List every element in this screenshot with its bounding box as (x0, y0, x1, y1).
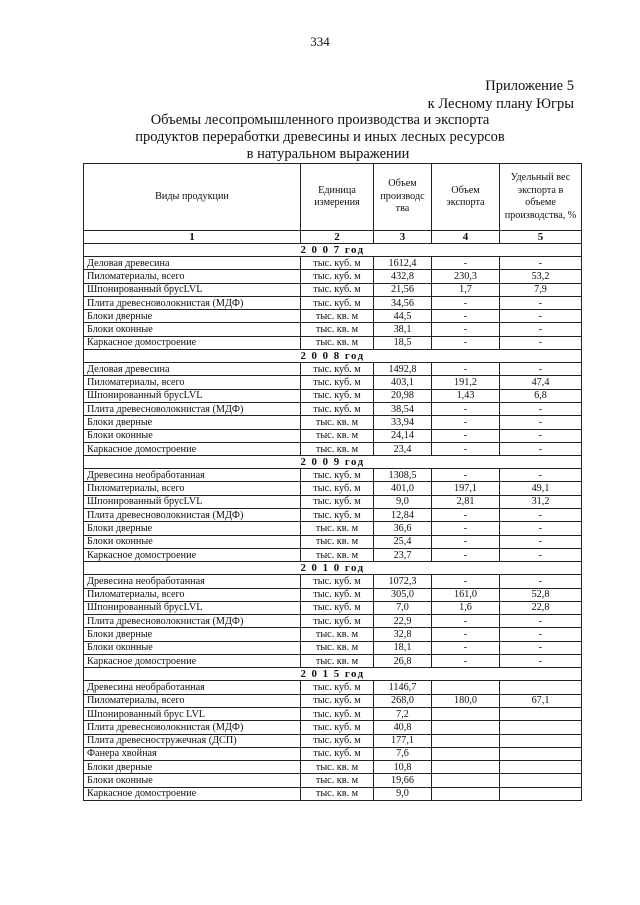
production-volume-cell: 38,1 (374, 323, 432, 336)
export-share-cell: - (500, 336, 582, 349)
export-share-cell (500, 707, 582, 720)
export-share-cell: 31,2 (500, 495, 582, 508)
export-share-cell (500, 721, 582, 734)
production-volume-cell: 9,0 (374, 787, 432, 800)
table-row (84, 641, 582, 654)
export-share-cell: 22,8 (500, 601, 582, 614)
table-row (84, 310, 582, 323)
production-volume-cell: 7,2 (374, 707, 432, 720)
product-name-cell: Плита древесноволокнистая (МДФ) (84, 402, 301, 415)
appendix-label: Приложение 5 (485, 78, 574, 94)
table-row (84, 336, 582, 349)
unit-cell: тыс. куб. м (301, 707, 374, 720)
export-share-cell: - (500, 363, 582, 376)
export-share-cell: 47,4 (500, 376, 582, 389)
export-share-cell: 67,1 (500, 694, 582, 707)
production-volume-cell: 23,7 (374, 548, 432, 561)
export-share-cell: - (500, 628, 582, 641)
unit-cell: тыс. куб. м (301, 389, 374, 402)
table-row (84, 615, 582, 628)
page-number: 334 (310, 34, 330, 49)
table-row (84, 601, 582, 614)
table-row (84, 509, 582, 522)
unit-cell: тыс. кв. м (301, 641, 374, 654)
table-row (84, 774, 582, 787)
table-row (84, 363, 582, 376)
export-volume-cell: 2,81 (432, 495, 500, 508)
unit-cell: тыс. куб. м (301, 402, 374, 415)
export-volume-cell: - (432, 442, 500, 455)
table-row (84, 535, 582, 548)
year-section-row (84, 668, 582, 681)
export-volume-cell: - (432, 615, 500, 628)
production-volume-cell: 9,0 (374, 495, 432, 508)
column-header-unit: Единица измерения (301, 164, 374, 231)
export-share-cell (500, 681, 582, 694)
product-name-cell: Шпонированный брусLVL (84, 495, 301, 508)
production-volume-cell: 10,8 (374, 761, 432, 774)
export-volume-cell: - (432, 535, 500, 548)
export-volume-cell: 1,6 (432, 601, 500, 614)
unit-cell: тыс. куб. м (301, 482, 374, 495)
export-volume-cell: 180,0 (432, 694, 500, 707)
unit-cell: тыс. куб. м (301, 721, 374, 734)
table-body (84, 244, 582, 801)
export-volume-cell: - (432, 296, 500, 309)
table-row (84, 522, 582, 535)
export-volume-cell (432, 721, 500, 734)
production-volume-cell: 1492,8 (374, 363, 432, 376)
export-share-cell: - (500, 535, 582, 548)
product-name-cell: Блоки оконные (84, 323, 301, 336)
export-volume-cell: - (432, 257, 500, 270)
production-volume-cell: 21,56 (374, 283, 432, 296)
year-section-row (84, 350, 582, 363)
table-row (84, 761, 582, 774)
export-share-cell: - (500, 257, 582, 270)
unit-cell: тыс. кв. м (301, 323, 374, 336)
export-volume-cell: - (432, 548, 500, 561)
appendix-reference: к Лесному плану Югры (427, 96, 574, 112)
unit-cell: тыс. куб. м (301, 495, 374, 508)
production-volume-cell: 19,66 (374, 774, 432, 787)
column-number: 5 (500, 231, 582, 244)
unit-cell: тыс. кв. м (301, 522, 374, 535)
production-volume-cell: 34,56 (374, 296, 432, 309)
table-row (84, 548, 582, 561)
production-volume-cell: 1072,3 (374, 575, 432, 588)
export-share-cell: - (500, 548, 582, 561)
export-volume-cell: 161,0 (432, 588, 500, 601)
export-share-cell: 53,2 (500, 270, 582, 283)
export-share-cell (500, 787, 582, 800)
column-number: 1 (84, 231, 301, 244)
production-volume-cell: 1308,5 (374, 469, 432, 482)
unit-cell: тыс. куб. м (301, 601, 374, 614)
table-row (84, 588, 582, 601)
export-share-cell: - (500, 429, 582, 442)
unit-cell: тыс. кв. м (301, 761, 374, 774)
product-name-cell: Пиломатериалы, всего (84, 482, 301, 495)
unit-cell: тыс. куб. м (301, 469, 374, 482)
production-volume-cell: 18,1 (374, 641, 432, 654)
product-name-cell: Шпонированный брусLVL (84, 283, 301, 296)
unit-cell: тыс. куб. м (301, 681, 374, 694)
table-row (84, 707, 582, 720)
export-volume-cell: - (432, 628, 500, 641)
unit-cell: тыс. куб. м (301, 376, 374, 389)
product-name-cell: Блоки дверные (84, 522, 301, 535)
export-share-cell: - (500, 416, 582, 429)
export-share-cell: - (500, 296, 582, 309)
unit-cell: тыс. кв. м (301, 416, 374, 429)
product-name-cell: Деловая древесина (84, 363, 301, 376)
production-volume-cell: 305,0 (374, 588, 432, 601)
unit-cell: тыс. куб. м (301, 296, 374, 309)
export-volume-cell: - (432, 416, 500, 429)
year-section-row (84, 456, 582, 469)
unit-cell: тыс. кв. м (301, 774, 374, 787)
production-volume-cell: 32,8 (374, 628, 432, 641)
export-volume-cell: - (432, 323, 500, 336)
table-row (84, 734, 582, 747)
product-name-cell: Блоки дверные (84, 628, 301, 641)
product-name-cell: Шпонированный брусLVL (84, 601, 301, 614)
unit-cell: тыс. куб. м (301, 283, 374, 296)
product-name-cell: Плита древесноволокнистая (МДФ) (84, 721, 301, 734)
unit-cell: тыс. куб. м (301, 615, 374, 628)
table-row (84, 257, 582, 270)
table-row (84, 442, 582, 455)
table-row (84, 575, 582, 588)
export-volume-cell: - (432, 641, 500, 654)
product-name-cell: Пиломатериалы, всего (84, 694, 301, 707)
product-name-cell: Плита древесноволокнистая (МДФ) (84, 296, 301, 309)
column-header-export-share: Удельный вес экспорта в объеме производства, % (500, 164, 582, 231)
table-row (84, 429, 582, 442)
export-share-cell: 49,1 (500, 482, 582, 495)
export-volume-cell: - (432, 655, 500, 668)
production-volume-cell: 12,84 (374, 509, 432, 522)
year-section-row (84, 562, 582, 575)
unit-cell: тыс. куб. м (301, 694, 374, 707)
export-share-cell: - (500, 469, 582, 482)
production-volume-cell: 1612,4 (374, 257, 432, 270)
export-volume-cell (432, 734, 500, 747)
table-header-row (84, 164, 582, 231)
unit-cell: тыс. куб. м (301, 588, 374, 601)
export-share-cell: 7,9 (500, 283, 582, 296)
table-row (84, 628, 582, 641)
column-header-production-volume: Объем производс тва (374, 164, 432, 231)
table-row (84, 721, 582, 734)
export-share-cell (500, 747, 582, 760)
table-row (84, 416, 582, 429)
table-row (84, 495, 582, 508)
table-row (84, 402, 582, 415)
unit-cell: тыс. куб. м (301, 363, 374, 376)
table-row (84, 283, 582, 296)
export-volume-cell: - (432, 310, 500, 323)
export-volume-cell: 197,1 (432, 482, 500, 495)
year-label: 2 0 0 8 год (84, 350, 582, 363)
export-share-cell: - (500, 310, 582, 323)
export-volume-cell: - (432, 336, 500, 349)
column-number-row (84, 231, 582, 244)
export-share-cell: - (500, 442, 582, 455)
unit-cell: тыс. куб. м (301, 509, 374, 522)
export-volume-cell: - (432, 429, 500, 442)
export-share-cell: - (500, 615, 582, 628)
export-share-cell (500, 734, 582, 747)
export-share-cell: - (500, 509, 582, 522)
product-name-cell: Каркасное домостроение (84, 787, 301, 800)
export-volume-cell: 230,3 (432, 270, 500, 283)
export-volume-cell: 1,43 (432, 389, 500, 402)
unit-cell: тыс. кв. м (301, 628, 374, 641)
year-label: 2 0 1 5 год (84, 668, 582, 681)
export-volume-cell: 191,2 (432, 376, 500, 389)
production-volume-cell: 20,98 (374, 389, 432, 402)
production-export-table (83, 163, 582, 801)
unit-cell: тыс. куб. м (301, 747, 374, 760)
product-name-cell: Блоки дверные (84, 416, 301, 429)
product-name-cell: Древесина необработанная (84, 575, 301, 588)
product-name-cell: Древесина необработанная (84, 681, 301, 694)
export-share-cell: - (500, 575, 582, 588)
production-volume-cell: 26,8 (374, 655, 432, 668)
production-volume-cell: 7,0 (374, 601, 432, 614)
column-header-product-type: Виды продукции (84, 164, 301, 231)
production-volume-cell: 18,5 (374, 336, 432, 349)
table-row (84, 323, 582, 336)
product-name-cell: Древесина необработанная (84, 469, 301, 482)
export-share-cell: 6,8 (500, 389, 582, 402)
production-volume-cell: 22,9 (374, 615, 432, 628)
unit-cell: тыс. кв. м (301, 655, 374, 668)
product-name-cell: Блоки оконные (84, 774, 301, 787)
unit-cell: тыс. кв. м (301, 535, 374, 548)
table-row (84, 296, 582, 309)
product-name-cell: Плита древесностружечная (ДСП) (84, 734, 301, 747)
export-share-cell: - (500, 522, 582, 535)
product-name-cell: Шпонированный брус LVL (84, 707, 301, 720)
product-name-cell: Шпонированный брусLVL (84, 389, 301, 402)
column-header-export-volume: Объем экспорта (432, 164, 500, 231)
table-row (84, 469, 582, 482)
document-title-line-1: Объемы лесопромышленного производства и экспорта (150, 112, 490, 128)
year-label: 2 0 0 9 год (84, 456, 582, 469)
product-name-cell: Плита древесноволокнистая (МДФ) (84, 509, 301, 522)
unit-cell: тыс. куб. м (301, 575, 374, 588)
product-name-cell: Пиломатериалы, всего (84, 376, 301, 389)
table-row (84, 694, 582, 707)
production-volume-cell: 23,4 (374, 442, 432, 455)
year-label: 2 0 0 7 год (84, 244, 582, 257)
production-volume-cell: 268,0 (374, 694, 432, 707)
product-name-cell: Деловая древесина (84, 257, 301, 270)
export-share-cell: - (500, 323, 582, 336)
product-name-cell: Пиломатериалы, всего (84, 270, 301, 283)
table-row (84, 681, 582, 694)
product-name-cell: Фанера хвойная (84, 747, 301, 760)
product-name-cell: Блоки оконные (84, 535, 301, 548)
production-volume-cell: 432,8 (374, 270, 432, 283)
document-title-line-2: продуктов переработки древесины и иных лесных ресурсов (135, 129, 505, 145)
unit-cell: тыс. кв. м (301, 548, 374, 561)
product-name-cell: Каркасное домостроение (84, 442, 301, 455)
export-volume-cell: 1,7 (432, 283, 500, 296)
production-volume-cell: 24,14 (374, 429, 432, 442)
production-volume-cell: 25,4 (374, 535, 432, 548)
export-volume-cell (432, 787, 500, 800)
unit-cell: тыс. кв. м (301, 429, 374, 442)
unit-cell: тыс. кв. м (301, 787, 374, 800)
column-number: 2 (301, 231, 374, 244)
production-volume-cell: 40,8 (374, 721, 432, 734)
export-volume-cell: - (432, 522, 500, 535)
product-name-cell: Блоки оконные (84, 429, 301, 442)
export-volume-cell: - (432, 509, 500, 522)
unit-cell: тыс. куб. м (301, 270, 374, 283)
unit-cell: тыс. куб. м (301, 734, 374, 747)
export-volume-cell (432, 707, 500, 720)
export-volume-cell (432, 681, 500, 694)
table-row (84, 482, 582, 495)
export-share-cell (500, 761, 582, 774)
product-name-cell: Каркасное домостроение (84, 548, 301, 561)
export-share-cell (500, 774, 582, 787)
export-share-cell: - (500, 641, 582, 654)
table-row (84, 270, 582, 283)
production-volume-cell: 33,94 (374, 416, 432, 429)
unit-cell: тыс. кв. м (301, 310, 374, 323)
production-volume-cell: 401,0 (374, 482, 432, 495)
product-name-cell: Блоки дверные (84, 310, 301, 323)
production-volume-cell: 36,6 (374, 522, 432, 535)
table-row (84, 389, 582, 402)
product-name-cell: Каркасное домостроение (84, 655, 301, 668)
table-row (84, 747, 582, 760)
export-volume-cell (432, 761, 500, 774)
export-share-cell: 52,8 (500, 588, 582, 601)
product-name-cell: Плита древесноволокнистая (МДФ) (84, 615, 301, 628)
year-label: 2 0 1 0 год (84, 562, 582, 575)
column-number: 3 (374, 231, 432, 244)
column-number: 4 (432, 231, 500, 244)
product-name-cell: Блоки оконные (84, 641, 301, 654)
export-volume-cell: - (432, 575, 500, 588)
production-volume-cell: 403,1 (374, 376, 432, 389)
production-volume-cell: 38,54 (374, 402, 432, 415)
unit-cell: тыс. куб. м (301, 257, 374, 270)
table-row (84, 655, 582, 668)
export-share-cell: - (500, 402, 582, 415)
unit-cell: тыс. кв. м (301, 442, 374, 455)
product-name-cell: Блоки дверные (84, 761, 301, 774)
export-volume-cell: - (432, 402, 500, 415)
export-volume-cell: - (432, 363, 500, 376)
unit-cell: тыс. кв. м (301, 336, 374, 349)
export-volume-cell (432, 747, 500, 760)
production-volume-cell: 7,6 (374, 747, 432, 760)
production-volume-cell: 1146,7 (374, 681, 432, 694)
export-volume-cell (432, 774, 500, 787)
export-share-cell: - (500, 655, 582, 668)
product-name-cell: Каркасное домостроение (84, 336, 301, 349)
table-row (84, 376, 582, 389)
table-row (84, 787, 582, 800)
production-volume-cell: 44,5 (374, 310, 432, 323)
year-section-row (84, 244, 582, 257)
export-volume-cell: - (432, 469, 500, 482)
production-volume-cell: 177,1 (374, 734, 432, 747)
product-name-cell: Пиломатериалы, всего (84, 588, 301, 601)
document-title-line-3: в натуральном выражении (246, 146, 410, 162)
